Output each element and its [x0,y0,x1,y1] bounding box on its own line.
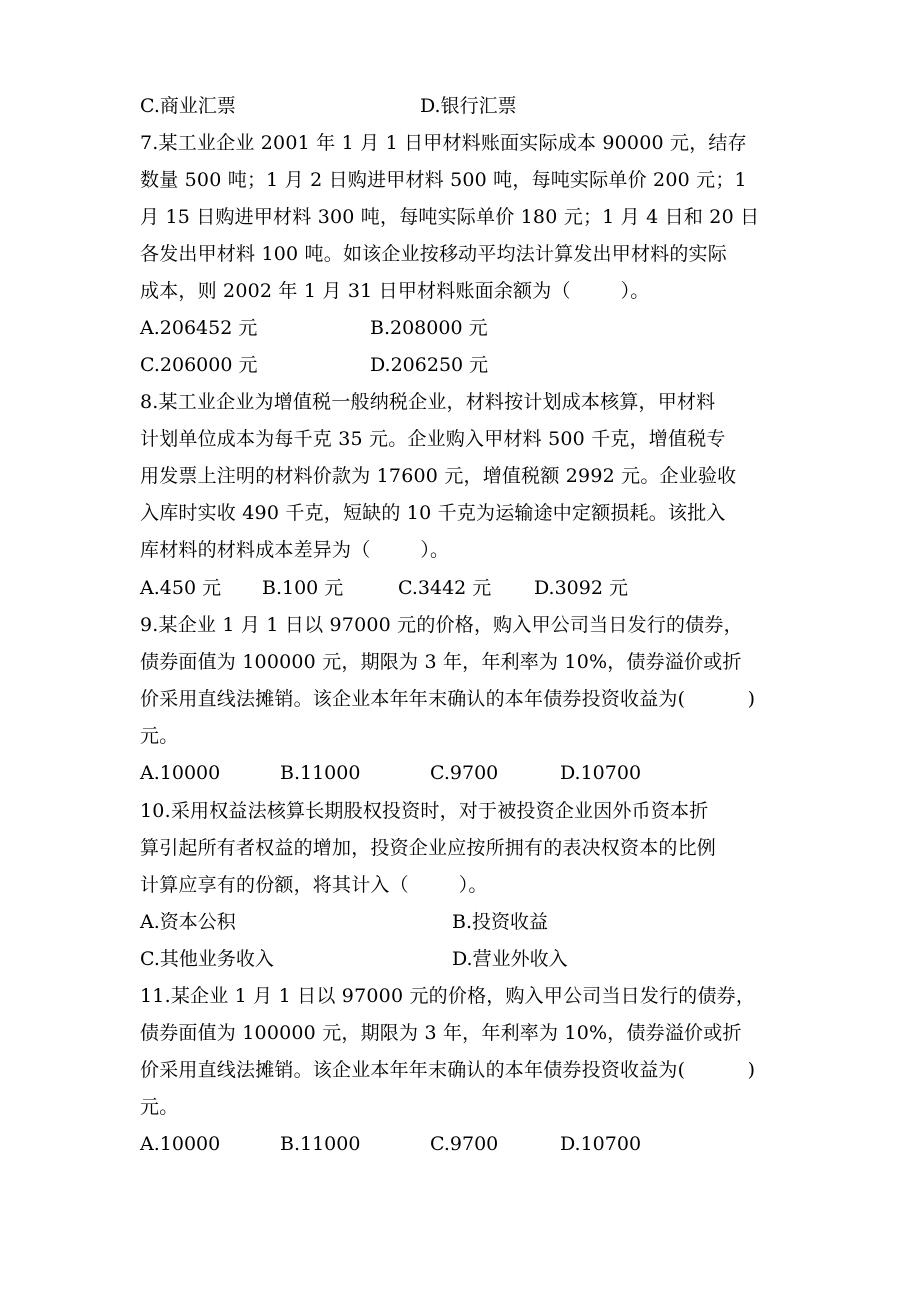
question-7-line: 成本，则 2002 年 1 月 31 日甲材料账面余额为（ ）。 [140,280,650,302]
question-10-line: 算引起所有者权益的增加，投资企业应按所拥有的表决权资本的比例 [140,837,717,859]
question-9-line: 9.某企业 1 月 1 日以 97000 元的价格，购入甲公司当日发行的债券， [140,614,743,636]
q7-option-a: A.206452 元 [140,317,258,339]
q7-option-c: C.206000 元 [140,354,258,376]
q9-option-d: D.10700 [560,762,642,784]
q10-option-b: B.投资收益 [452,911,549,933]
q6-option-c: C.商业汇票 [140,95,236,117]
question-8-line: 8.某工业企业为增值税一般纳税企业，材料按计划成本核算，甲材料 [140,391,716,413]
q8-option-d: D.3092 元 [534,577,628,599]
q11-option-b: B.11000 [280,1133,361,1155]
question-8-line: 用发票上注明的材料价款为 17600 元，增值税额 2992 元。企业验收 [140,465,737,487]
question-9-line: 元。 [140,725,179,747]
question-11-line: 元。 [140,1096,179,1118]
q8-option-c: C.3442 元 [398,577,492,599]
q8-option-a: A.450 元 [140,577,222,599]
q7-option-d: D.206250 元 [370,354,489,376]
question-9-line: 价采用直线法摊销。该企业本年年末确认的本年债券投资收益为( ) [140,688,756,710]
q7-option-b: B.208000 元 [370,317,488,339]
q11-option-d: D.10700 [560,1133,642,1155]
q8-option-b: B.100 元 [262,577,344,599]
question-10-line: 10.采用权益法核算长期股权投资时，对于被投资企业因外币资本折 [140,800,709,822]
q11-option-a: A.10000 [140,1133,221,1155]
question-8-line: 库材料的材料成本差异为（ ）。 [140,539,450,561]
question-11-line: 债券面值为 100000 元，期限为 3 年，年利率为 10%，债券溢价或折 [140,1022,742,1044]
question-10-line: 计算应享有的份额，将其计入（ ）。 [140,874,488,896]
question-7-line: 月 15 日购进甲材料 300 吨，每吨实际单价 180 元；1 月 4 日和 20 日 [140,206,760,228]
question-7-line: 7.某工业企业 2001 年 1 月 1 日甲材料账面实际成本 90000 元，结存 [140,132,747,154]
question-11-line: 价采用直线法摊销。该企业本年年末确认的本年债券投资收益为( ) [140,1059,756,1081]
question-7-line: 数量 500 吨；1 月 2 日购进甲材料 500 吨，每吨实际单价 200 元；1 [140,169,747,191]
q11-option-c: C.9700 [430,1133,499,1155]
question-9-line: 债券面值为 100000 元，期限为 3 年，年利率为 10%，债券溢价或折 [140,651,742,673]
q10-option-c: C.其他业务收入 [140,948,274,970]
q9-option-a: A.10000 [140,762,221,784]
q9-option-b: B.11000 [280,762,361,784]
question-7-line: 各发出甲材料 100 吨。如该企业按移动平均法计算发出甲材料的实际 [140,243,727,265]
question-11-line: 11.某企业 1 月 1 日以 97000 元的价格，购入甲公司当日发行的债券， [140,985,756,1007]
q10-option-a: A.资本公积 [140,911,236,933]
q10-option-d: D.营业外收入 [452,948,568,970]
question-8-line: 计划单位成本为每千克 35 元。企业购入甲材料 500 千克，增值税专 [140,428,726,450]
question-8-line: 入库时实收 490 千克，短缺的 10 千克为运输途中定额损耗。该批入 [140,502,726,524]
q6-option-d: D.银行汇票 [420,95,517,117]
q9-option-c: C.9700 [430,762,499,784]
